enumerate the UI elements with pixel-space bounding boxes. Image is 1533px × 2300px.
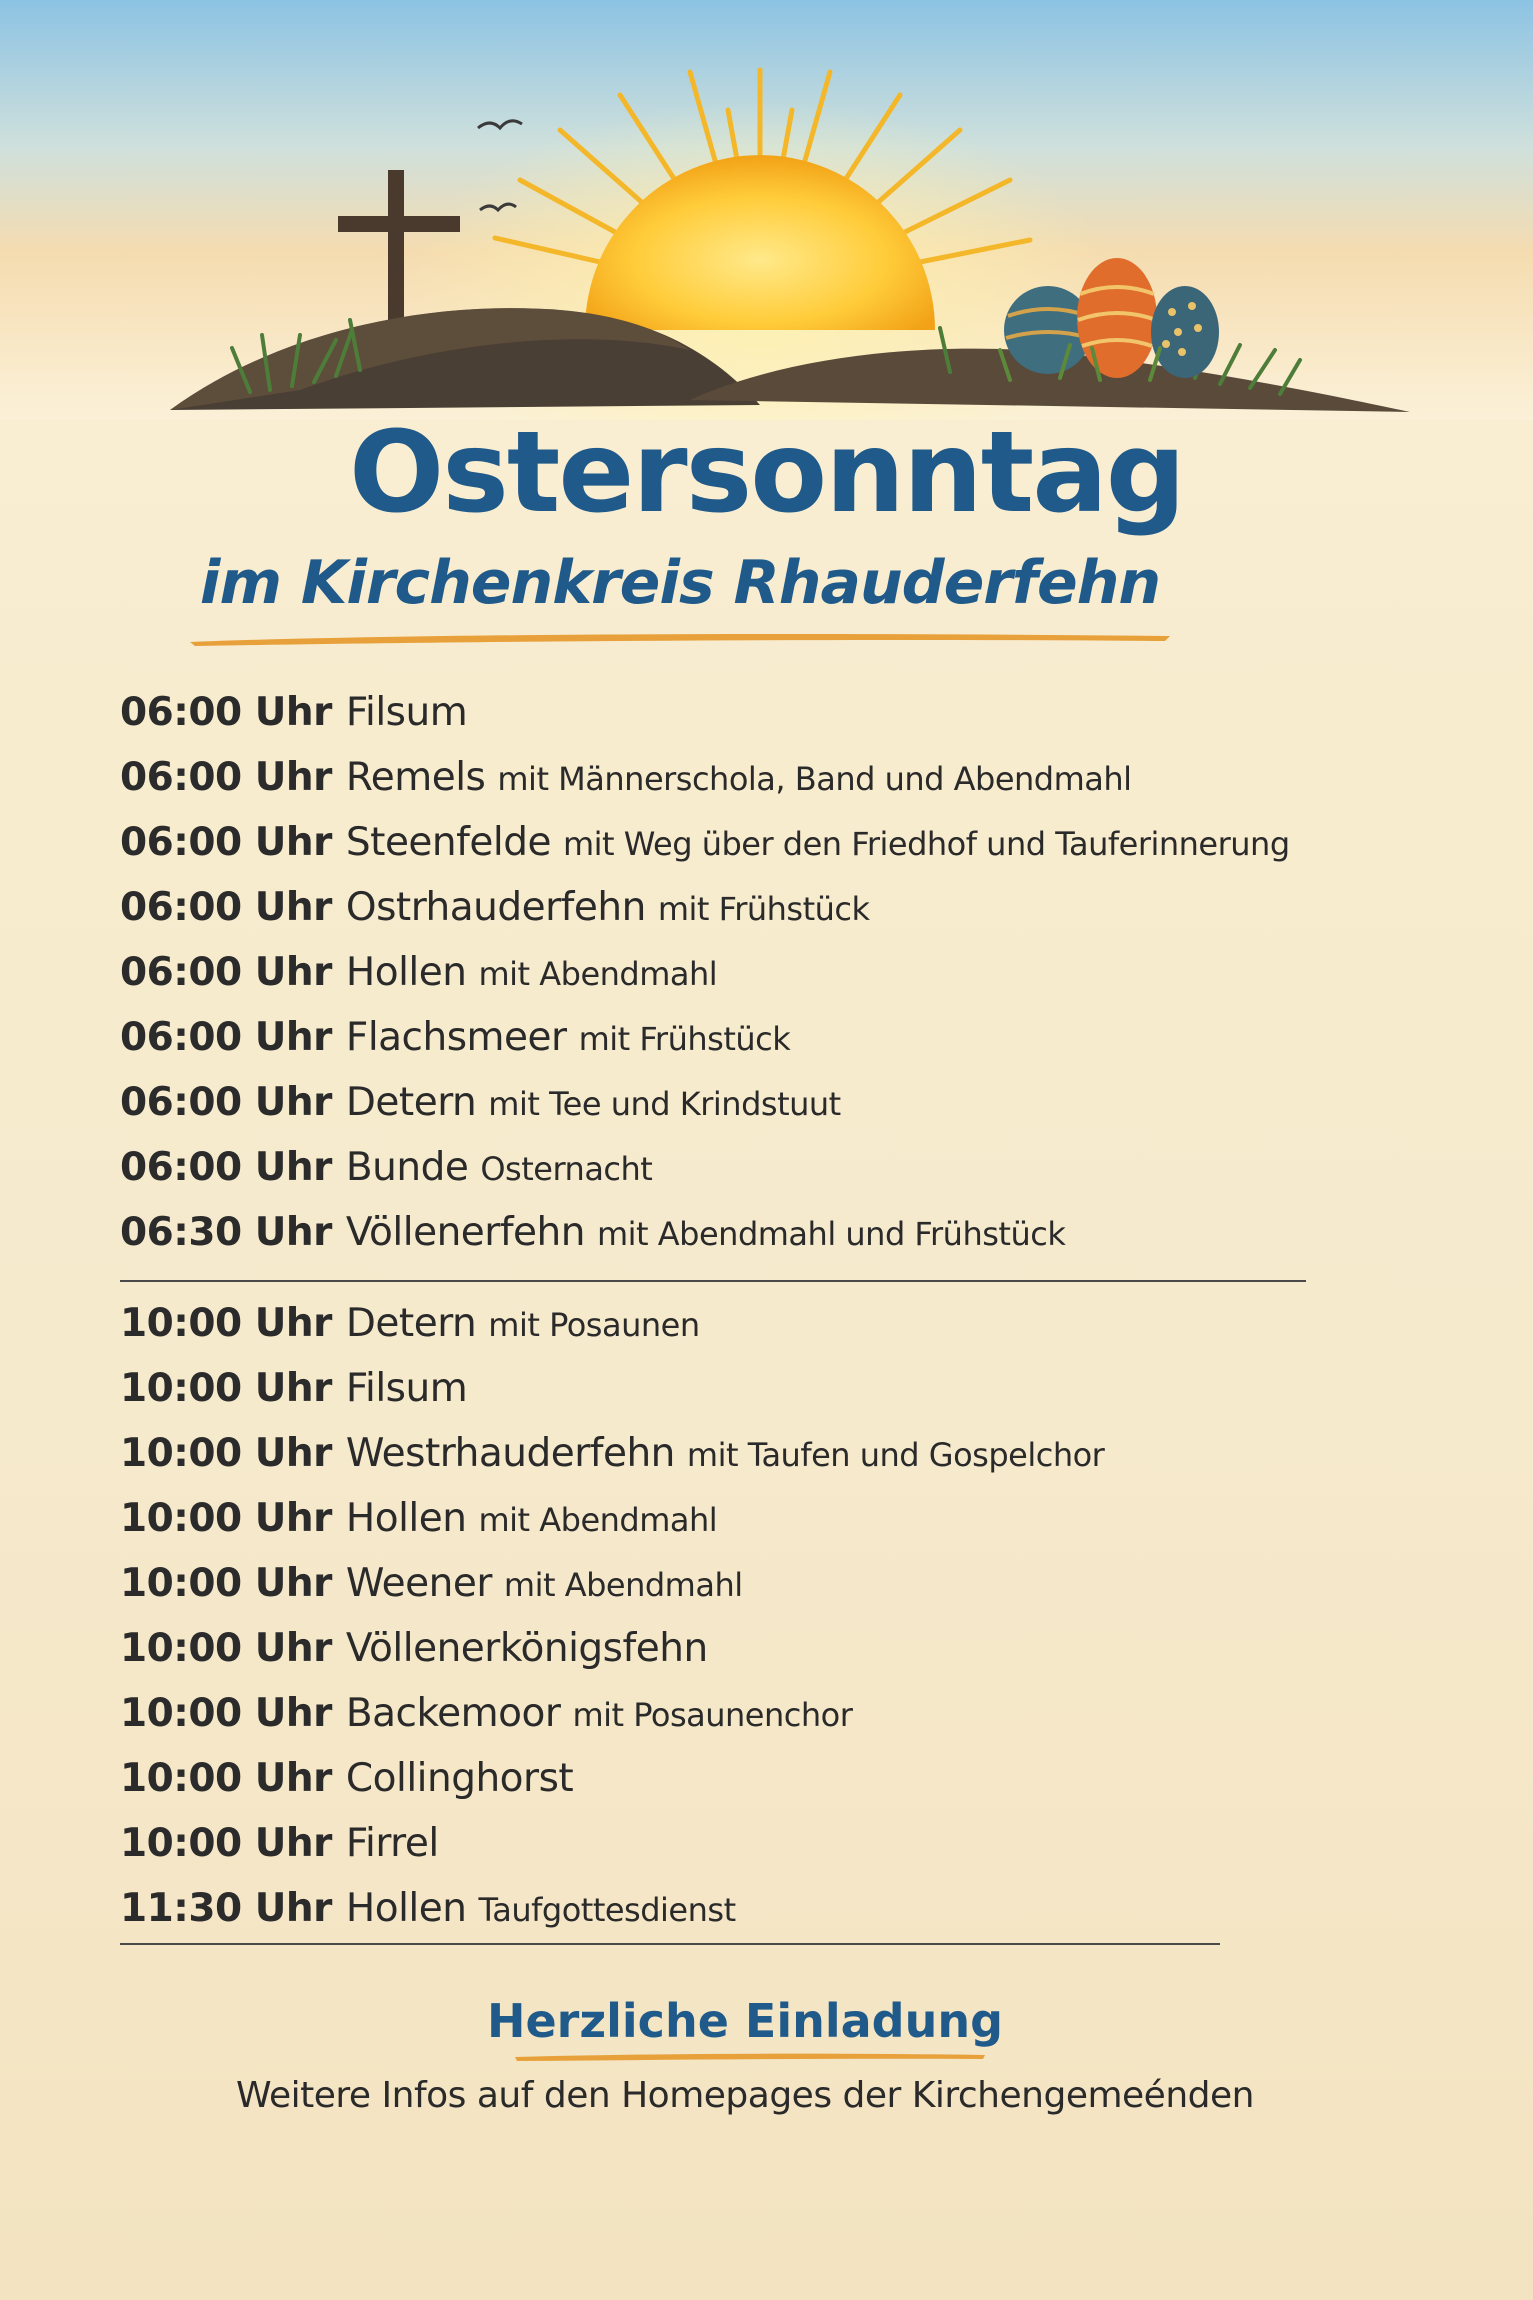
service-time: 06:00 Uhr — [120, 885, 332, 930]
service-note: mit Posaunenchor — [572, 1696, 853, 1734]
service-note: mit Posaunen — [488, 1306, 700, 1344]
service-place: Collinghorst — [345, 1756, 574, 1801]
service-time: 06:00 Uhr — [120, 755, 332, 800]
service-entry — [120, 1356, 1104, 1421]
page-title: Ostersonntag — [349, 408, 1184, 538]
service-place: Hollen — [345, 1496, 467, 1541]
invitation-underline — [515, 2051, 985, 2061]
page-subtitle: im Kirchenkreis Rhauderfehn — [199, 548, 1161, 618]
service-entry — [120, 1811, 1104, 1876]
service-note: Osternacht — [480, 1150, 653, 1188]
easter-egg-orange-icon — [1077, 258, 1157, 378]
service-note: mit Abendmahl und Frühstück — [596, 1215, 1066, 1253]
late-services-list — [120, 1291, 1104, 1941]
service-time: 10:00 Uhr — [120, 1431, 332, 1476]
early-services-list — [120, 680, 1290, 1265]
service-note: mit Tee und Krindstuut — [488, 1085, 841, 1123]
service-note: mit Abendmahl — [503, 1566, 743, 1604]
service-place: Bunde — [345, 1145, 469, 1190]
service-time: 10:00 Uhr — [120, 1756, 332, 1801]
service-place: Filsum — [345, 690, 468, 735]
service-time: 10:00 Uhr — [120, 1691, 332, 1736]
service-time: 06:30 Uhr — [120, 1210, 332, 1255]
service-time: 06:00 Uhr — [120, 1015, 332, 1060]
service-note: mit Männerschola, Band und Abendmahl — [497, 760, 1132, 798]
service-note: mit Abendmahl — [478, 955, 718, 993]
service-place: Völlenerfehn — [345, 1210, 585, 1255]
service-entry — [120, 810, 1290, 875]
service-note: mit Abendmahl — [478, 1501, 718, 1539]
service-place: Flachsmeer — [345, 1015, 567, 1060]
service-time: 06:00 Uhr — [120, 690, 332, 735]
service-entry — [120, 1070, 1290, 1135]
service-entry — [120, 1486, 1104, 1551]
service-entry — [120, 1551, 1104, 1616]
invitation-heading: Herzliche Einladung — [486, 1994, 1004, 2048]
service-entry — [120, 1005, 1290, 1070]
service-place: Hollen — [345, 950, 467, 995]
service-time: 06:00 Uhr — [120, 820, 332, 865]
service-entry — [120, 1200, 1290, 1265]
service-place: Westrhauderfehn — [345, 1431, 675, 1476]
service-note: mit Taufen und Gospelchor — [686, 1436, 1105, 1474]
service-place: Völlenerkönigsfehn — [345, 1626, 708, 1671]
more-info-text: Weitere Infos auf den Homepages der Kirchengemeénden — [236, 2075, 1254, 2116]
footer-divider — [120, 1943, 1220, 1945]
service-place: Filsum — [345, 1366, 468, 1411]
service-place: Steenfelde — [345, 820, 551, 865]
brush-underline — [190, 628, 1170, 648]
service-time: 11:30 Uhr — [120, 1886, 332, 1931]
section-divider — [120, 1280, 1306, 1282]
service-place: Detern — [345, 1301, 477, 1346]
service-place: Remels — [345, 755, 486, 800]
service-entry — [120, 875, 1290, 940]
service-note: mit Frühstück — [578, 1020, 791, 1058]
service-time: 10:00 Uhr — [120, 1561, 332, 1606]
service-place: Backemoor — [345, 1691, 561, 1736]
easter-egg-teal-icon — [1151, 286, 1219, 378]
service-place: Detern — [345, 1080, 477, 1125]
service-entry — [120, 680, 1290, 745]
service-entry — [120, 745, 1290, 810]
service-time: 10:00 Uhr — [120, 1626, 332, 1671]
service-place: Firrel — [345, 1821, 439, 1866]
service-entry — [120, 1876, 1104, 1941]
service-place: Hollen — [345, 1886, 467, 1931]
service-entry — [120, 940, 1290, 1005]
service-entry — [120, 1421, 1104, 1486]
service-place: Weener — [345, 1561, 492, 1606]
service-time: 06:00 Uhr — [120, 1145, 332, 1190]
service-time: 10:00 Uhr — [120, 1366, 332, 1411]
service-time: 10:00 Uhr — [120, 1301, 332, 1346]
header-illustration — [0, 0, 1533, 420]
service-time: 10:00 Uhr — [120, 1821, 332, 1866]
service-entry — [120, 1616, 1104, 1681]
service-entry — [120, 1135, 1290, 1200]
service-entry — [120, 1291, 1104, 1356]
service-note: mit Weg über den Friedhof und Tauferinnerung — [562, 825, 1290, 863]
service-entry — [120, 1746, 1104, 1811]
service-note: mit Frühstück — [657, 890, 870, 928]
service-time: 06:00 Uhr — [120, 1080, 332, 1125]
service-place: Ostrhauderfehn — [345, 885, 646, 930]
service-time: 06:00 Uhr — [120, 950, 332, 995]
service-entry — [120, 1681, 1104, 1746]
service-time: 10:00 Uhr — [120, 1496, 332, 1541]
service-note: Taufgottesdienst — [478, 1891, 736, 1929]
